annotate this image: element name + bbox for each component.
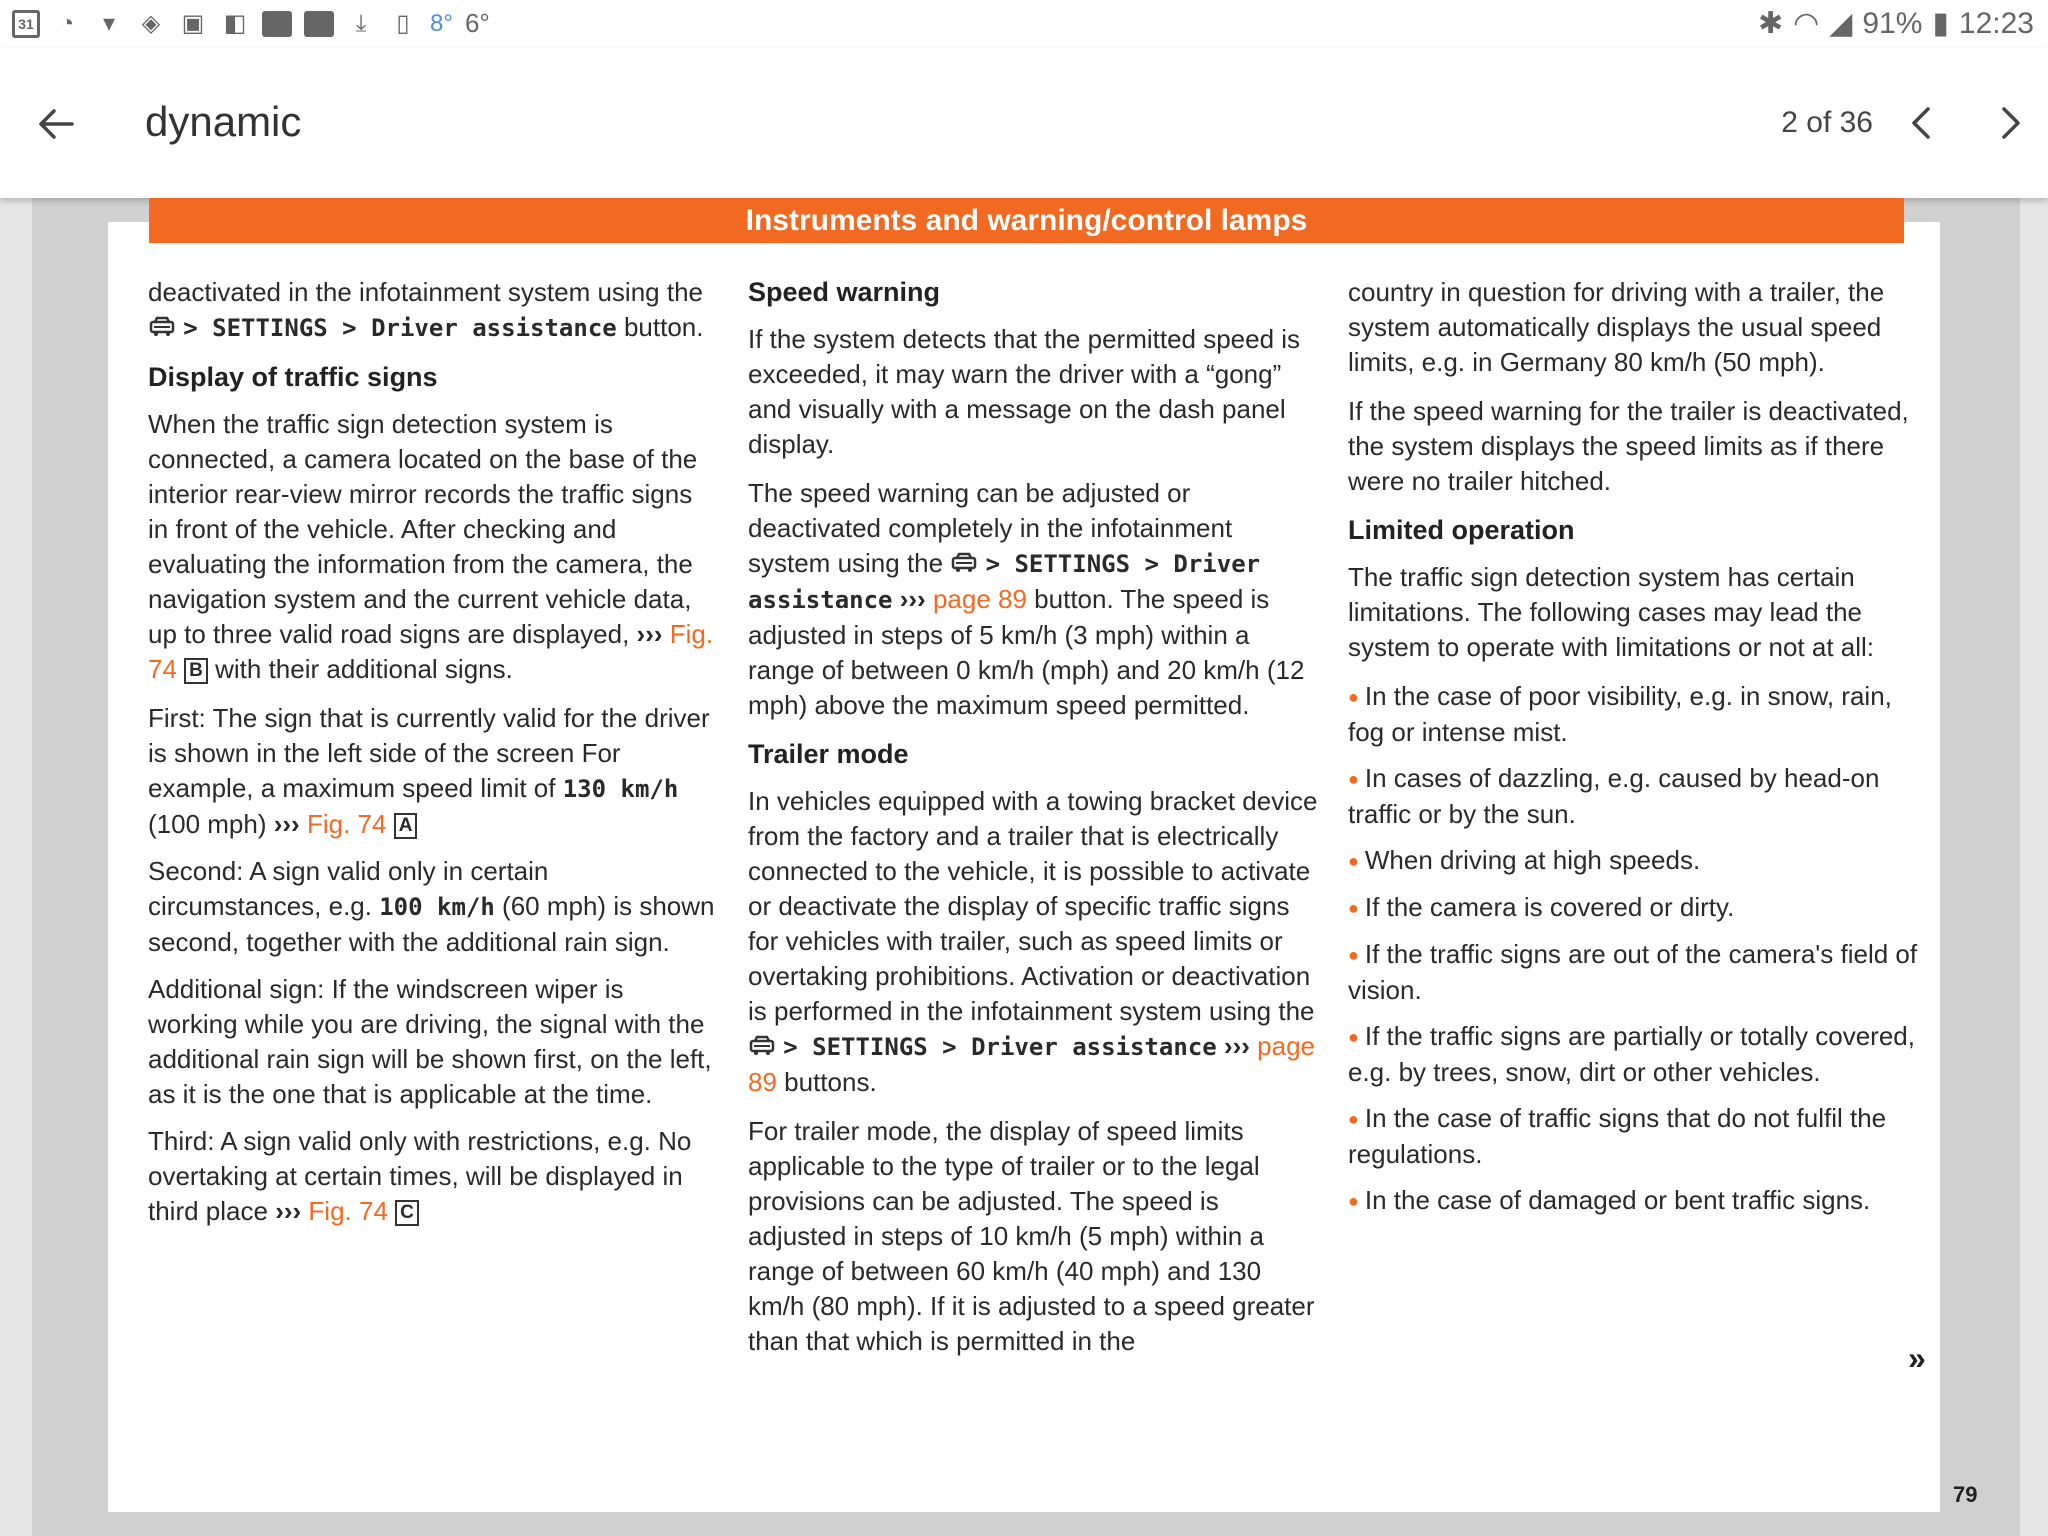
calendar-icon: 31 (12, 10, 40, 38)
text: The sign that is currently valid for the driver is shown in the left side of the screen For example, a maximum speed limit of (148, 703, 710, 803)
page-link[interactable]: page 89 (932, 584, 1027, 614)
text: In vehicles equipped with a towing bracket device from the factory and a trailer that is electrically connected to the vehicle, it is possible to activate or deactivate the display of specific traffic signs for vehicles with trailer, such as speed limits or overtaking prohibitions. Activation or deactivation is performed in the infotainment system using the (748, 786, 1318, 1026)
text: is shown second, together with the additional rain sign. (148, 891, 715, 957)
arrow-ref-icon: ››› (273, 809, 300, 839)
intro-paragraph (148, 275, 718, 346)
wifi-icon: ◠ (1793, 7, 1820, 40)
def-label: Second: (148, 856, 244, 886)
settings-path: > SETTINGS > Driver assistance (183, 314, 617, 342)
previous-page-button[interactable] (1896, 98, 1946, 148)
heading-speed-warning: Speed warning (748, 277, 941, 307)
fig-box-label: A (394, 813, 418, 839)
arrow-ref-icon: ››› (899, 584, 926, 614)
speed-value: 130 km/h (562, 775, 679, 803)
heading-limited-operation: Limited operation (1348, 515, 1575, 545)
battery-icon: ▮ (1932, 7, 1949, 40)
car-menu-icon (748, 1035, 776, 1057)
list-item: ● In the case of damaged or bent traffic signs. (1348, 1183, 1918, 1219)
page-counter: 2 of 36 (1781, 106, 1873, 139)
arrow-ref-icon: ››› (1223, 1031, 1250, 1061)
trailer-country-paragraph: country in question for driving with a trailer, the system automatically displays the usual speed limits, e.g. in Germany 80 km/h (50 mph). (1348, 277, 1885, 377)
heading-display-traffic-signs: Display of traffic signs (148, 362, 438, 392)
text: A sign valid only in certain circumstances, e.g. (148, 856, 549, 921)
list-item: ● In the case of traffic signs that do not fulfil the regulations. (1348, 1101, 1918, 1172)
text: When the traffic sign detection system is connected, a camera located on the base of the interior rear-view mirror records the traffic signs in front of the vehicle. After checking and evaluating the information from the camera, the navigation system and the current vehicle data, up to three valid road signs are displayed, (148, 409, 698, 649)
arrow-ref-icon: ››› (275, 1196, 302, 1226)
speed-value: 100 km/h (379, 893, 495, 921)
car-menu-icon (148, 316, 176, 338)
heading-trailer-mode: Trailer mode (748, 739, 909, 769)
text-column-1 (148, 275, 718, 1241)
document-title: dynamic (145, 98, 302, 145)
definition-first (148, 701, 718, 842)
back-button[interactable] (30, 98, 82, 150)
text: with their additional signs. (215, 654, 513, 684)
text: A sign valid only with restrictions, e.g. No overtaking at certain times, will be displayed in third place (148, 1126, 692, 1226)
arrow-ref-icon: ››› (636, 619, 663, 649)
bluetooth-icon: ✱ (1757, 7, 1784, 40)
next-page-button[interactable] (1986, 98, 2036, 148)
continue-mark: » (1908, 1340, 1926, 1376)
signal-icon: ◢ (1829, 7, 1853, 40)
page-link[interactable]: page 89 (748, 1031, 1316, 1097)
trailer-speed-paragraph: For trailer mode, the display of speed limits applicable to the type of trailer or to the legal provisions can be adjusted. The speed is adjusted in steps of 10 km/h (5 mph) within a range of between 60 km/h (40 mph) and 130 km/h (80 mph). If it is adjusted to a speed greater than that which is permitted in the (748, 1116, 1315, 1356)
text: button. (623, 312, 704, 342)
list-item: ● In cases of dazzling, e.g. caused by head-on traffic or by the sun. (1348, 761, 1918, 832)
traffic-signs-paragraph (148, 407, 718, 687)
youtube-icon (262, 11, 292, 37)
app-bar (0, 48, 2048, 198)
fig-link[interactable]: Fig. 74 (148, 619, 714, 684)
text: The speed warning can be adjusted or deactivated completely in the infotainment system using the (748, 478, 1233, 578)
text-column-2 (748, 275, 1318, 1373)
download-icon: ⤓ (355, 9, 367, 37)
battery-percent: 91% (1862, 6, 1923, 40)
mph-value: (100 mph) (148, 809, 267, 839)
definition-second (148, 854, 718, 960)
gallery-icon: ▣ (181, 10, 205, 37)
text: button. The speed is adjusted in steps of 5 km/h (3 mph) within a range of between 0 km/h (mph) and 20 km/h (12 mph) above the maximum speed permitted. (748, 584, 1305, 720)
def-label: Third: (148, 1126, 215, 1156)
file-icon: ▯ (396, 10, 410, 37)
speed-warning-paragraph: If the system detects that the permitted speed is exceeded, it may warn the driver with a “gong” and visually with a message on the dash panel display. (748, 324, 1301, 459)
text-column-3 (1348, 275, 1918, 1230)
limitations-paragraph: The traffic sign detection system has certain limitations. The following cases may lead the system to operate with limitations or not at all: (1348, 562, 1875, 662)
def-label: Additional sign: (148, 974, 325, 1004)
notification-icons (12, 8, 490, 39)
flipboard-icon: ◧ (223, 10, 247, 37)
weather-temp-blue: 8° (430, 9, 453, 37)
def-label: First: (148, 703, 206, 733)
fig-link[interactable]: Fig. 74 (308, 1196, 388, 1226)
trailer-mode-paragraph (748, 784, 1318, 1100)
text: buttons. (784, 1067, 877, 1097)
list-item: ● If the traffic signs are out of the camera's field of vision. (1348, 937, 1918, 1008)
list-item: ● If the camera is covered or dirty. (1348, 890, 1918, 926)
settings-path: > SETTINGS > Driver assistance (783, 1033, 1217, 1061)
direction-icon: ◈ (141, 10, 161, 37)
fig-box-label: B (184, 658, 208, 684)
list-item: ● When driving at high speeds. (1348, 843, 1918, 879)
twitter-icon: ▾ (102, 10, 116, 37)
chevron-left-icon (1910, 106, 1932, 140)
mph-value: (60 mph) (502, 891, 607, 921)
arrow-left-icon (38, 108, 74, 140)
page-number: 79 (1953, 1482, 1978, 1507)
system-icons (1758, 6, 2034, 41)
limitations-list (1348, 679, 1918, 1219)
settings-path: > SETTINGS > Driver assistance (748, 550, 1261, 614)
car-menu-icon (950, 552, 978, 574)
clock: 12:23 (1958, 6, 2034, 40)
speed-warning-settings-paragraph (748, 476, 1318, 723)
trailer-deactivated-paragraph: If the speed warning for the trailer is deactivated, the system displays the speed limits as if there were no trailer hitched. (1348, 396, 1909, 496)
definition-third (148, 1124, 718, 1229)
text: If the windscreen wiper is working while you are driving, the signal with the additional rain sign will be shown first, on the left, as it is the one that is applicable at the time. (148, 974, 712, 1109)
youtube-icon-2 (304, 11, 334, 37)
weather-temp: 6° (464, 8, 490, 38)
chrome-icon: ◔ (59, 9, 75, 37)
chevron-right-icon (2000, 106, 2022, 140)
list-item: ● If the traffic signs are partially or totally covered, e.g. by trees, snow, dirt or other vehicles. (1348, 1019, 1918, 1090)
status-bar (0, 0, 2048, 48)
section-header: Instruments and warning/control lamps (149, 198, 1904, 243)
text: deactivated in the infotainment system using the (148, 277, 703, 307)
fig-link[interactable]: Fig. 74 (306, 809, 387, 839)
list-item: ● In the case of poor visibility, e.g. in snow, rain, fog or intense mist. (1348, 679, 1918, 750)
definition-additional (148, 972, 718, 1112)
fig-box-label: C (395, 1200, 419, 1226)
